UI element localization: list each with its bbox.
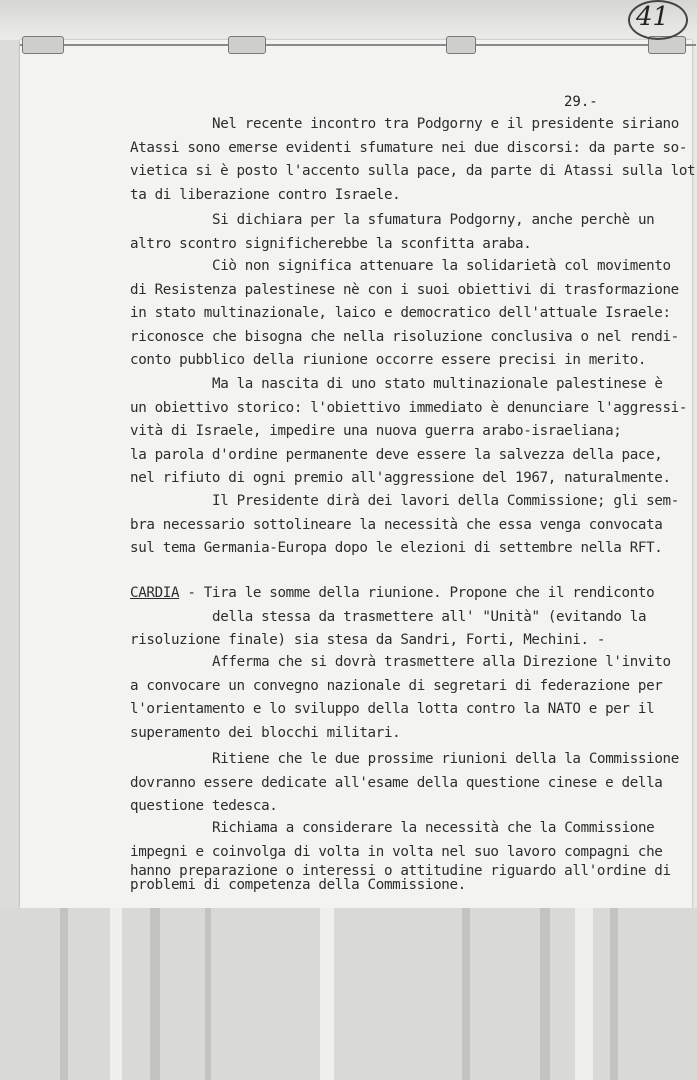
paragraph [130, 255, 679, 373]
text-line: questione tedesca. [130, 798, 278, 815]
text-line [130, 582, 670, 606]
text-line: altro scontro significherebbe la sconfitta araba. [130, 235, 532, 252]
scan-stripe [462, 908, 470, 1080]
text-line: conto pubblico della riunione occorre essere precisi in merito. [130, 352, 647, 369]
text-line: riconosce che bisogna che nella risoluzione conclusiva o nel rendi- [130, 328, 679, 345]
text-line: Ciò non significa attenuare la solidarietà col movimento [212, 258, 671, 274]
text-line: superamento dei blocchi militari. [130, 724, 401, 741]
text-line: a convocare un convegno nazionale di segretari di federazione per [130, 677, 663, 694]
text-line: Atassi sono emerse evidenti sfumature nei due discorsi: da parte so- [130, 139, 688, 156]
speaker-name: CARDIA [130, 585, 180, 601]
archive-folio-number: 41 [636, 2, 670, 32]
paragraph [130, 113, 696, 207]
text-line: problemi di competenza della Commissione. [130, 877, 466, 894]
scan-stripe [205, 908, 211, 1080]
text-line: impegni e coinvolga di volta in volta nel suo lavoro compagni che [130, 843, 663, 860]
scan-stripe [110, 908, 122, 1080]
text-line: Ma la nascita di uno stato multinazionale palestinese è [212, 376, 663, 392]
text-line: sul tema Germania-Europa dopo le elezioni di settembre nella RFT. [130, 540, 663, 557]
binder-clip [446, 36, 476, 54]
scan-stripe [60, 908, 68, 1080]
speaker-paragraph [130, 582, 670, 653]
scan-stripe [540, 908, 550, 1080]
text-line: Ritiene che le due prossime riunioni della la Commissione [212, 751, 679, 767]
text-line: di Resistenza palestinese nè con i suoi obiettivi di trasformazione [130, 281, 679, 298]
page-number: 29.- [564, 94, 598, 110]
paragraph [130, 490, 679, 561]
paragraph [130, 817, 670, 892]
speaker-first-line: - Tira le somme della riunione. Propone che il rendiconto [179, 585, 655, 601]
text-line: Afferma che si dovrà trasmettere alla Direzione l'invito [212, 654, 671, 670]
text-line: un obiettivo storico: l'obiettivo immediato è denunciare l'aggressi- [130, 399, 688, 416]
paragraph [130, 209, 670, 256]
paragraph [130, 651, 670, 745]
text-line: nel rifiuto di ogni premio all'aggressione del 1967, naturalmente. [130, 470, 671, 487]
scan-stripe [150, 908, 160, 1080]
text-line: l'orientamento e lo sviluppo della lotta contro la NATO e per il [130, 701, 655, 718]
binder-clip [228, 36, 266, 54]
paragraph [130, 373, 688, 491]
scan-top-edge [0, 0, 697, 40]
text-line: Richiama a considerare la necessità che la Commissione [212, 820, 655, 836]
scan-stripe [610, 908, 618, 1080]
scan-stripe [320, 908, 334, 1080]
binder-clip [22, 36, 64, 54]
text-line: Il Presidente dirà dei lavori della Commissione; gli sem- [212, 493, 679, 509]
text-line: Si dichiara per la sfumatura Podgorny, anche perchè un [212, 212, 655, 228]
scan-left-margin [0, 40, 20, 908]
text-line: risoluzione finale) sia stesa da Sandri, Forti, Mechini. - [130, 632, 606, 649]
paragraph [130, 748, 679, 819]
text-line: ta di liberazione contro Israele. [130, 186, 401, 203]
text-line: hanno preparazione o interessi o attitudine riguardo all'ordine di [130, 863, 671, 880]
binder-edge [20, 44, 696, 46]
text-line: bra necessario sottolineare la necessità che essa venga convocata [130, 516, 663, 533]
text-line: la parola d'ordine permanente deve essere la salvezza della pace, [130, 446, 663, 463]
text-line: Nel recente incontro tra Podgorny e il presidente siriano [212, 116, 679, 132]
text-line: vietica si è posto l'accento sulla pace, da parte di Atassi sulla lot [130, 163, 696, 180]
scan-stripe [575, 908, 593, 1080]
text-line: vità di Israele, impedire una nuova guerra arabo-israeliana; [130, 423, 622, 440]
text-line: della stessa da trasmettere all' "Unità" (evitando la [212, 608, 647, 625]
text-line: dovranno essere dedicate all'esame della questione cinese e della [130, 774, 663, 791]
text-line: in stato multinazionale, laico e democratico dell'attuale Israele: [130, 305, 671, 322]
